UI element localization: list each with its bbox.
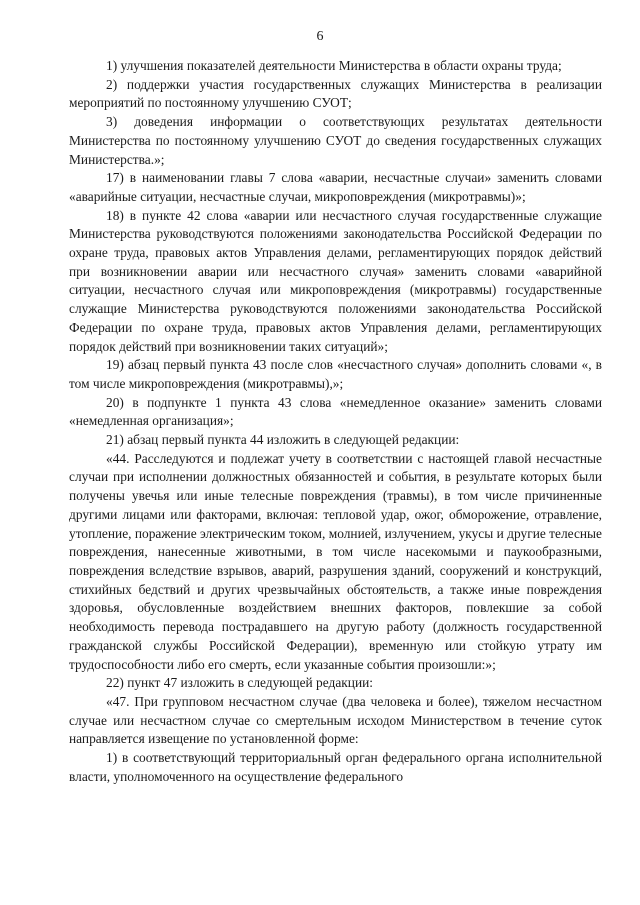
paragraph-item-22: 22) пункт 47 изложить в следующей редакции: [106,675,374,691]
paragraph-item-21: 21) абзац первый пункта 44 изложить в следующей редакции: [106,432,460,448]
page-number: 6 [316,29,324,44]
paragraph-3: 3) доведения информации о соответствующих результатах деятельности Министерства по постоянному улучшению СУОТ до сведения государственных служащих Министерства.»; [69,114,602,167]
paragraph-clause-44: «44. Расследуются и подлежат учету в соответствии с настоящей главой несчастные случаи при исполнении должностных обязанностей и события, в результате которых были получены увечья или иные телесные повреждения (травмы), в том числе причиненные другими лицами или факторами, включая: тепловой удар, ожог, обморожение, отравление, утопление, поражение электрическим током, молнией, излучением, укусы и другие телесные повреждения, нанесенные животными, в том числе насекомыми и паукообразными, повреждения вследствие взрывов, аварий, разрушения зданий, сооружений и конструкций, стихийных бедствий и других чрезвычайных обстоятельств, а также иные повреждения здоровья, обусловленные воздействием внешних факторов, повлекшие за собой необходимость перевода пострадавшего на другую работу (должность государственной гражданской службы Российской Федерации), временную или стойкую утрату им трудоспособности либо его смерть, если указанные события произошли:»; [69,450,602,672]
paragraph-clause-47: «47. При групповом несчастном случае (два человека и более), тяжелом несчастном случае или несчастном случае со смертельным исходом Министерством в течение суток направляется извещение по установленной форме: [69,693,602,747]
paragraph-item-18: 18) в пункте 42 слова «аварии или несчастного случая государственные служащие Министерства руководствуются положениями законодательства Российской Федерации по охране труда, правовых актов Управления делами, регламентирующих порядок действий при возникновении аварии или несчастного случая» заменить словами «аварийной ситуации, несчастного случая или микроповреждения (микротравмы) государственные служащие Министерства руководствуются положениями законодательства Российской Федерации по охране труда, правовых актов Управления делами, регламентирующих порядок действий при возникновении таких ситуаций»; [69,207,602,354]
paragraph-item-17: 17) в наименовании главы 7 слова «аварии, несчастные случаи» заменить словами «аварийные ситуации, несчастные случаи, микроповреждения (микротравмы)»; [69,170,602,204]
paragraph-item-19: 19) абзац первый пункта 43 после слов «несчастного случая» дополнить словами «, в том числе микроповреждения (микротравмы),»; [69,357,602,391]
paragraph-clause-47-item-1: 1) в соответствующий территориальный орган федерального органа исполнительной власти, уполномоченного на осуществление федерального [69,750,602,784]
paragraph-2: 2) поддержки участия государственных служащих Министерства в реализации мероприятий по постоянному улучшению СУОТ; [69,76,602,111]
document-body [69,57,602,786]
paragraph-item-20: 20) в подпункте 1 пункта 43 слова «немедленное оказание» заменить словами «немедленная организация»; [69,394,602,429]
paragraph-1: 1) улучшения показателей деятельности Министерства в области охраны труда; [106,58,562,73]
